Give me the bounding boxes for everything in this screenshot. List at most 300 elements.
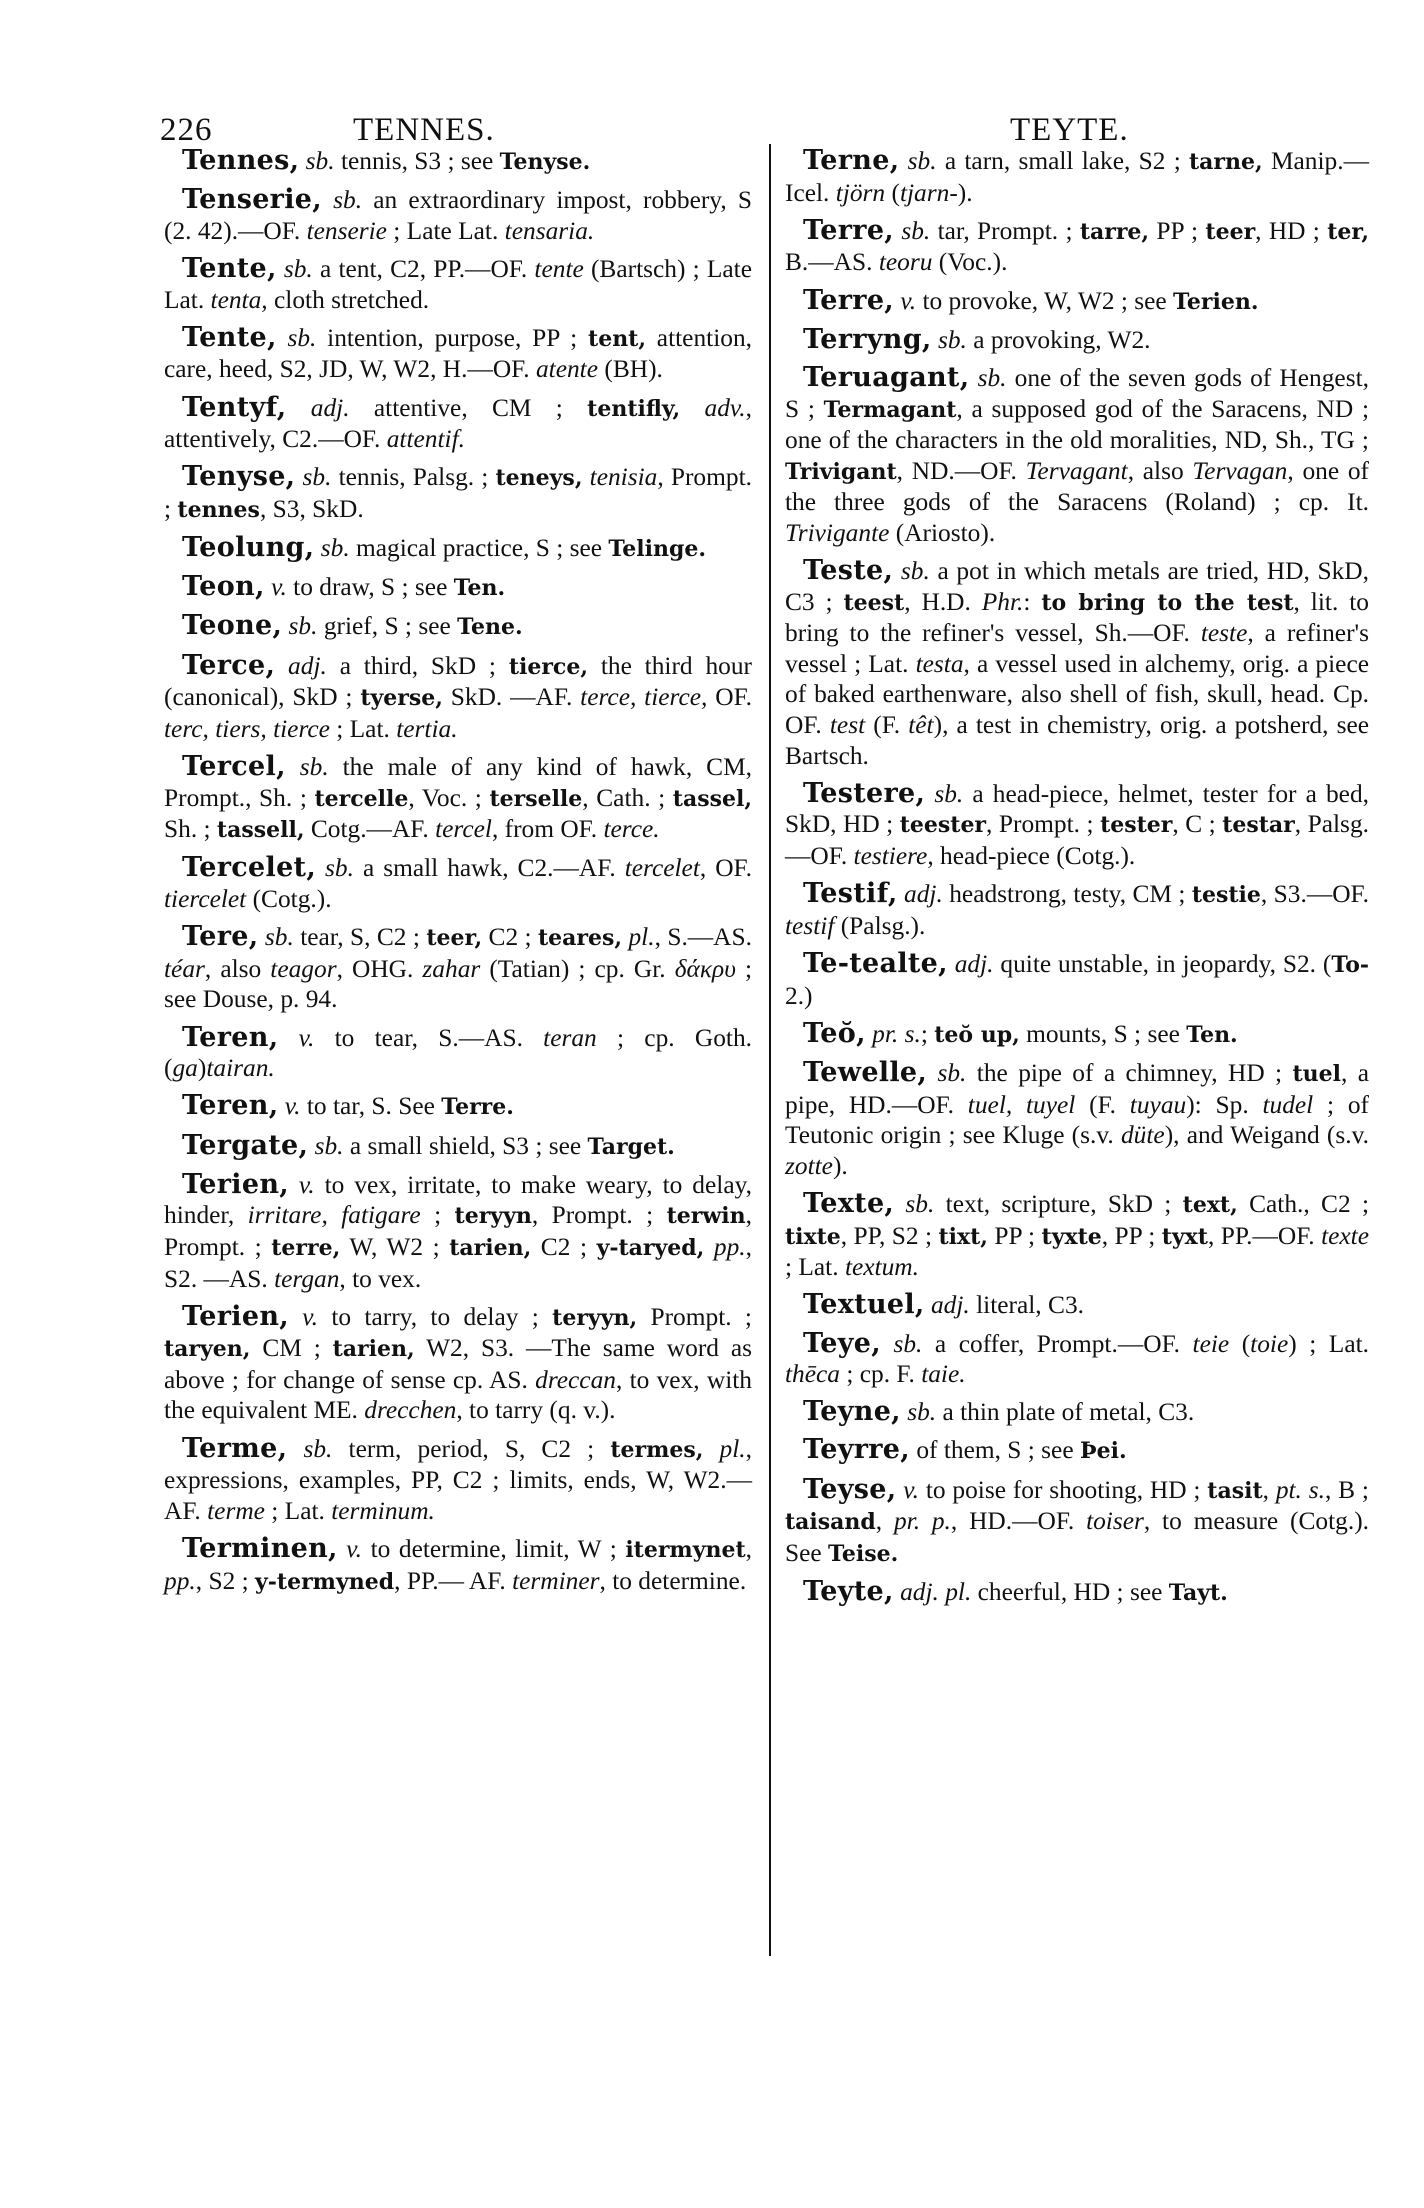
entry-text: 2.) bbox=[785, 981, 813, 1010]
dictionary-entry bbox=[164, 853, 752, 914]
bold-form: taisand bbox=[785, 1509, 876, 1536]
entry-text: headstrong, testy, CM ; bbox=[942, 880, 1192, 909]
entry-text: grief, S ; see bbox=[317, 612, 458, 641]
entry-text: B.—AS. bbox=[785, 248, 879, 277]
entry-text: ) ; Lat. bbox=[1288, 1329, 1369, 1358]
bold-form: y-taryed, bbox=[596, 1234, 705, 1261]
entry-text: attention, care, heed, S2, JD, W, W2, H.—OF. bbox=[164, 323, 752, 384]
italic-text: test bbox=[829, 711, 866, 740]
entry-text: , also bbox=[204, 954, 271, 983]
entry-text: magical practice, S ; see bbox=[349, 534, 609, 563]
dictionary-entry bbox=[164, 752, 752, 846]
dictionary-entry bbox=[785, 1475, 1369, 1570]
entry-text: ; of Teutonic origin ; see Kluge (s.v. bbox=[785, 1090, 1369, 1150]
entry-text: , a vessel used in alchemy, orig. a piece of baked earthenware, also shell of fish, skull, head. Cp. OF. bbox=[785, 649, 1369, 740]
entry-text: cloth stretched. bbox=[267, 285, 430, 314]
entry-text: , bbox=[1262, 1475, 1276, 1504]
entry-text: ; cp. F. bbox=[839, 1360, 922, 1389]
italic-text: teran bbox=[543, 1023, 597, 1052]
bold-form: tennes bbox=[177, 496, 260, 523]
entry-text: , a supposed god of the Saracens, ND ; one of the characters in the old moralities, ND, Sh., TG ; bbox=[785, 394, 1370, 455]
entry-text: , PP.—OF. bbox=[1207, 1221, 1322, 1250]
entry-text: ; Lat. bbox=[329, 714, 397, 743]
italic-text: tenisia bbox=[589, 463, 658, 492]
dictionary-entry bbox=[164, 185, 752, 246]
bold-form: tassel, bbox=[672, 785, 752, 812]
italic-text: sb. bbox=[282, 612, 318, 641]
italic-text: zotte bbox=[785, 1151, 833, 1180]
italic-text: testif bbox=[785, 911, 835, 940]
dictionary-entry bbox=[785, 949, 1369, 1011]
entry-text: , lit. to bring to the refiner's vessel, Sh.—OF. bbox=[785, 587, 1369, 648]
headword: Tere, bbox=[182, 921, 259, 953]
dictionary-entry bbox=[164, 651, 752, 745]
italic-text: texte bbox=[1321, 1221, 1369, 1250]
headword: Teste, bbox=[803, 555, 894, 587]
dictionary-entry bbox=[164, 611, 752, 643]
headword: Terien, bbox=[182, 1300, 289, 1332]
entry-text: a tarn, small lake, S2 ; bbox=[936, 147, 1190, 175]
entry-text: , to vex, with the equivalent ME. bbox=[164, 1365, 752, 1425]
entry-text: the male of any kind of hawk, CM, Prompt., Sh. ; bbox=[164, 753, 752, 812]
italic-text: pl. bbox=[719, 1434, 746, 1463]
bold-form: teer, bbox=[426, 925, 483, 952]
entry-text: tar, Prompt. ; bbox=[930, 216, 1080, 245]
bold-form: termes, bbox=[610, 1436, 704, 1463]
entry-text: ). bbox=[957, 178, 973, 207]
headword: Teyte, bbox=[803, 1576, 894, 1608]
italic-text: teagor bbox=[270, 954, 337, 983]
italic-text: testa bbox=[915, 649, 964, 678]
headword: Terminen, bbox=[182, 1533, 338, 1565]
entry-text: , OF. bbox=[699, 854, 752, 883]
entry-text: , S3.—OF. bbox=[1260, 880, 1369, 909]
dictionary-entry bbox=[164, 572, 752, 604]
dictionary-entry bbox=[164, 393, 752, 455]
bold-form: Telinge. bbox=[608, 536, 706, 563]
italic-text: adj. bbox=[924, 1291, 970, 1320]
right-column bbox=[785, 146, 1369, 1616]
entry-text: intention, purpose, PP ; bbox=[316, 323, 589, 352]
bold-form: tercelle bbox=[314, 785, 409, 812]
entry-text: OF. bbox=[707, 683, 753, 712]
entry-text: , Prompt. ; bbox=[164, 463, 752, 523]
headword: Teon, bbox=[182, 571, 265, 603]
entry-text: W2, S3. —The same word as above ; for change of sense cp. AS. bbox=[164, 1334, 752, 1394]
entry-text: a small shield, S3 ; see bbox=[343, 1131, 588, 1160]
entry-text: text, scripture, SkD ; bbox=[934, 1189, 1183, 1218]
bold-form: tyxt bbox=[1161, 1223, 1208, 1250]
entry-text: , Prompt. ; bbox=[986, 810, 1101, 839]
headword: Tercelet, bbox=[182, 852, 317, 884]
entry-text: , C ; bbox=[1172, 810, 1223, 839]
headword: Teyne, bbox=[803, 1396, 901, 1428]
bold-form: terre, bbox=[271, 1234, 341, 1261]
entry-text: C2 ; bbox=[531, 1232, 597, 1261]
entry-text: , S3, SkD. bbox=[259, 494, 364, 523]
entry-text: to draw, S ; see bbox=[286, 573, 454, 602]
entry-text: ). bbox=[832, 1151, 848, 1180]
entry-text: , to vex. bbox=[339, 1264, 422, 1293]
italic-text: sb. bbox=[295, 463, 332, 492]
italic-text: dreccan bbox=[535, 1365, 616, 1394]
bold-form: Tenyse. bbox=[499, 149, 591, 175]
italic-text: tensaria. bbox=[504, 216, 595, 245]
dictionary-entry bbox=[785, 1058, 1369, 1181]
entry-text: to vex, irritate, to make weary, to delay, hinder, bbox=[164, 1170, 752, 1230]
headword: Testif, bbox=[803, 878, 898, 910]
italic-text: adj. bbox=[275, 651, 327, 680]
entry-text: ; bbox=[420, 1201, 455, 1230]
entry-text: ): Sp. bbox=[1186, 1090, 1263, 1119]
italic-text: v. bbox=[288, 1170, 315, 1199]
italic-text: thēca bbox=[785, 1360, 840, 1389]
entry-text: mounts, S ; see bbox=[1019, 1019, 1187, 1048]
italic-text: adj. bbox=[286, 393, 350, 422]
entry-text: , Palsg.—OF. bbox=[785, 810, 1369, 871]
dictionary-entry bbox=[164, 146, 752, 178]
headword: Tewelle, bbox=[803, 1056, 928, 1088]
entry-text: C2 ; bbox=[482, 923, 539, 952]
entry-text: Cotg.—AF. bbox=[304, 815, 436, 844]
bold-form: Terre. bbox=[441, 1094, 514, 1121]
italic-text: tuyau bbox=[1129, 1090, 1187, 1119]
bold-form: Ten. bbox=[1186, 1021, 1238, 1048]
bold-form: tent, bbox=[588, 325, 647, 352]
entry-text: , from OF. bbox=[491, 815, 604, 844]
entry-text: ; cp. Goth. ( bbox=[164, 1023, 752, 1083]
bold-form: teer bbox=[1205, 218, 1256, 245]
italic-text: pp. bbox=[713, 1232, 746, 1261]
italic-text: terce. bbox=[603, 815, 660, 844]
italic-text: tergan bbox=[274, 1264, 340, 1293]
italic-text: v. bbox=[264, 573, 287, 602]
dictionary-entry bbox=[785, 146, 1369, 208]
bold-form: tasit bbox=[1207, 1477, 1263, 1504]
italic-text: adv. bbox=[704, 393, 746, 422]
entry-text bbox=[703, 1435, 719, 1463]
bold-form: teryyn, bbox=[552, 1304, 638, 1331]
entry-text: (Tatian) ; cp. Gr. bbox=[480, 954, 675, 983]
entry-text: , Prompt. ; bbox=[164, 1201, 752, 1261]
dictionary-entry bbox=[785, 779, 1369, 872]
headword: Teolung, bbox=[182, 532, 315, 564]
entry-text: , attentively, C2.—OF. bbox=[164, 393, 752, 454]
italic-text: têt bbox=[908, 711, 934, 740]
bold-form: Tayt. bbox=[1168, 1580, 1228, 1607]
entry-text: of them, S ; see bbox=[910, 1436, 1080, 1465]
entry-text: a head-piece, helmet, tester for a bed, SkD, HD ; bbox=[785, 779, 1369, 839]
entry-text: , one of the three gods of the Saracens (Roland) ; cp. It. bbox=[785, 456, 1369, 517]
bold-form: Teise. bbox=[828, 1540, 899, 1567]
entry-text: a thin plate of metal, C3. bbox=[936, 1398, 1195, 1427]
italic-text: teoru bbox=[878, 248, 933, 277]
italic-text: sb. bbox=[285, 753, 329, 782]
entry-text: ; Late Lat. bbox=[386, 216, 505, 245]
italic-text: terminer bbox=[512, 1566, 600, 1595]
bold-form: testar bbox=[1222, 812, 1295, 839]
entry-text: a coffer, Prompt.—OF. bbox=[922, 1329, 1193, 1358]
dictionary-entry bbox=[785, 1290, 1369, 1321]
headword: Teren, bbox=[182, 1021, 279, 1053]
italic-text: sb. bbox=[308, 1131, 344, 1160]
italic-text: sb. bbox=[299, 147, 335, 175]
italic-text: tercel bbox=[435, 815, 492, 844]
bold-form: tester bbox=[1100, 812, 1173, 839]
italic-text: tenserie bbox=[306, 216, 387, 245]
headword: Terryng, bbox=[803, 323, 932, 355]
italic-text: v. bbox=[894, 286, 917, 315]
dictionary-entry bbox=[164, 462, 752, 525]
guide-word-left: TENNES. bbox=[353, 112, 495, 148]
entry-text: , to determine. bbox=[599, 1566, 747, 1595]
bold-form: teryyn bbox=[454, 1203, 532, 1230]
entry-text: an extraordinary impost, robbery, S (2. 42).—OF. bbox=[164, 186, 752, 245]
italic-text: sb. bbox=[894, 1189, 935, 1218]
bold-form: ter, bbox=[1327, 218, 1369, 245]
bold-form: tyerse, bbox=[360, 685, 443, 712]
entry-text: literal, C3. bbox=[969, 1291, 1084, 1320]
bold-form: itermynet bbox=[625, 1537, 746, 1564]
entry-text: Manip.—Icel. bbox=[785, 147, 1369, 207]
entry-text: , PP ; bbox=[1101, 1221, 1162, 1250]
left-column bbox=[164, 146, 752, 1605]
entry-text bbox=[582, 463, 589, 491]
bold-form: To- bbox=[1331, 952, 1370, 978]
entry-text: ; see Douse, p. 94. bbox=[164, 954, 752, 1014]
bold-form: y-termyned bbox=[255, 1568, 395, 1595]
entry-text: , Voc. ; bbox=[408, 783, 490, 812]
headword: Tenyse, bbox=[182, 461, 296, 493]
bold-form: tyxte bbox=[1041, 1223, 1102, 1250]
headword: Teyse, bbox=[803, 1473, 897, 1505]
entry-text: Cath., C2 ; bbox=[1237, 1189, 1369, 1218]
bold-form: tentifly, bbox=[587, 395, 681, 422]
italic-text: Tervagan bbox=[1192, 456, 1288, 485]
entry-text: ), a test in chemistry, orig. a potsherd, see Bartsch. bbox=[785, 711, 1369, 770]
entry-text: , S2 ; bbox=[195, 1566, 256, 1595]
entry-text: tear, S, C2 ; bbox=[293, 923, 427, 952]
headword: Tente, bbox=[182, 321, 277, 353]
entry-text: ; Lat. bbox=[785, 1253, 845, 1282]
bold-form: Ten. bbox=[453, 575, 506, 602]
italic-text: adj. pl. bbox=[893, 1578, 972, 1607]
italic-text: sb. bbox=[927, 1058, 967, 1087]
entry-text: ( bbox=[885, 178, 900, 207]
italic-text: textum. bbox=[844, 1253, 919, 1282]
entry-text: , PP, S2 ; bbox=[840, 1221, 939, 1250]
dictionary-entry bbox=[164, 254, 752, 315]
italic-text: sb. bbox=[287, 1434, 333, 1463]
bold-form: tarien, bbox=[332, 1336, 415, 1363]
entry-text: , HD ; bbox=[1255, 216, 1328, 245]
entry-text: to tear, S.—AS. bbox=[314, 1023, 544, 1052]
italic-text: v. bbox=[278, 1092, 301, 1121]
bold-form: tarre, bbox=[1079, 218, 1150, 245]
dictionary-entry bbox=[785, 1435, 1369, 1467]
dictionary-entry bbox=[785, 1577, 1369, 1609]
entry-text: , bbox=[745, 1535, 752, 1564]
italic-text: tuel, tuyel bbox=[967, 1090, 1076, 1119]
dictionary-entry bbox=[164, 1170, 752, 1294]
entry-text: to tar, S. See bbox=[300, 1092, 442, 1121]
dictionary-entry bbox=[785, 1019, 1369, 1051]
headword: Terce, bbox=[182, 649, 276, 681]
entry-text: (Ariosto). bbox=[889, 518, 996, 547]
dictionary-entry bbox=[785, 1397, 1369, 1428]
headword: Tercel, bbox=[182, 751, 286, 783]
bold-form: teest bbox=[843, 589, 905, 616]
italic-text: v. bbox=[278, 1023, 315, 1052]
entry-text: PP ; bbox=[987, 1221, 1042, 1250]
entry-text: ; bbox=[920, 1019, 935, 1048]
bold-form: Trivigant bbox=[785, 458, 897, 485]
italic-text: v. bbox=[288, 1302, 319, 1331]
italic-text: tertia. bbox=[396, 714, 458, 743]
bold-form: Terien. bbox=[1173, 288, 1259, 315]
headword: Tennes, bbox=[182, 145, 300, 176]
entry-text: term, period, S, C2 ; bbox=[332, 1434, 611, 1463]
entry-text: (F. bbox=[1075, 1090, 1130, 1119]
entry-text: : bbox=[1023, 587, 1042, 616]
entry-text: a provoking, W2. bbox=[966, 325, 1151, 354]
italic-text: sb. bbox=[321, 186, 363, 215]
italic-text: taie. bbox=[921, 1360, 966, 1389]
dictionary-entry bbox=[785, 879, 1369, 941]
bold-form: terselle bbox=[489, 785, 583, 812]
entry-text: , S2. —AS. bbox=[164, 1232, 752, 1293]
italic-text: tjarn- bbox=[899, 178, 958, 207]
headword: Terne, bbox=[803, 145, 900, 176]
headword: Testere, bbox=[803, 777, 926, 809]
italic-text: sb. bbox=[276, 323, 317, 352]
italic-text: adj. bbox=[947, 950, 994, 978]
entry-text: (Palsg.). bbox=[834, 911, 926, 940]
italic-text: sb. bbox=[893, 557, 930, 586]
entry-text bbox=[680, 394, 704, 422]
entry-text: , to measure (Cotg.). See bbox=[785, 1507, 1369, 1567]
italic-text: Trivigante bbox=[785, 518, 890, 547]
entry-text: ) bbox=[197, 1054, 207, 1083]
italic-text: tudel bbox=[1262, 1090, 1314, 1119]
entry-text: quite unstable, in jeopardy, S2. ( bbox=[993, 950, 1332, 978]
entry-text: cheerful, HD ; see bbox=[971, 1578, 1169, 1607]
entry-text: , to tarry (q. v.). bbox=[456, 1396, 616, 1425]
entry-text: to poise for shooting, HD ; bbox=[919, 1475, 1208, 1504]
italic-text: v. bbox=[337, 1535, 363, 1564]
bold-form: Þei. bbox=[1079, 1438, 1127, 1465]
entry-text: tennis, S3 ; see bbox=[334, 147, 500, 175]
italic-text: sb. bbox=[969, 363, 1007, 392]
italic-text: ga bbox=[172, 1054, 198, 1083]
bold-form: Tene. bbox=[457, 614, 523, 641]
dictionary-entry bbox=[785, 363, 1369, 549]
entry-text: , PP.— AF. bbox=[394, 1566, 513, 1595]
entry-text: , a refiner's vessel ; Lat. bbox=[785, 619, 1369, 678]
italic-text: pl. bbox=[628, 923, 655, 952]
italic-text: tairan. bbox=[206, 1054, 275, 1083]
italic-text: terc, tiers, tierce bbox=[164, 714, 330, 743]
entry-text: ; Lat. bbox=[264, 1496, 332, 1525]
italic-text: sb. bbox=[258, 923, 294, 952]
guide-word-right: TEYTE. bbox=[1010, 112, 1129, 148]
italic-text: adj. bbox=[897, 880, 943, 909]
italic-text: v. bbox=[896, 1475, 920, 1504]
entry-text: (Bartsch) ; Late Lat. bbox=[164, 254, 753, 314]
headword: Texte, bbox=[803, 1187, 895, 1219]
bold-form: terwin bbox=[666, 1203, 746, 1230]
dictionary-entry bbox=[164, 1023, 752, 1084]
entry-text: ( bbox=[1229, 1329, 1251, 1358]
entry-text: , a pipe, HD.—OF. bbox=[785, 1058, 1369, 1119]
entry-text: , B ; bbox=[1324, 1475, 1369, 1504]
italic-text: pr. p. bbox=[893, 1507, 951, 1536]
bold-form: tassell, bbox=[216, 817, 305, 844]
italic-text: terme bbox=[207, 1496, 265, 1525]
entry-text: a pot in which metals are tried, HD, SkD, C3 ; bbox=[785, 557, 1369, 616]
entry-text: to determine, limit, W ; bbox=[362, 1535, 626, 1564]
italic-text: pt. s. bbox=[1275, 1475, 1325, 1504]
bold-form: text, bbox=[1182, 1191, 1238, 1218]
entry-text: , also bbox=[1127, 456, 1193, 485]
entry-text: , Cath. ; bbox=[582, 783, 673, 812]
bold-form: teester bbox=[899, 812, 987, 839]
bold-form: testie bbox=[1191, 882, 1261, 909]
italic-text: sb. bbox=[925, 779, 964, 808]
italic-text: tente bbox=[534, 254, 584, 283]
italic-text: toie bbox=[1250, 1329, 1289, 1358]
bold-form: taryen, bbox=[164, 1336, 251, 1363]
entry-text: SkD. —AF. bbox=[442, 683, 581, 712]
italic-text: terminum. bbox=[331, 1496, 435, 1525]
bold-form: teneys, bbox=[495, 465, 583, 492]
italic-text: terce, tierce, bbox=[580, 683, 708, 712]
headword: Tente, bbox=[182, 252, 277, 284]
headword: Tentyf, bbox=[182, 391, 287, 423]
italic-text: téar bbox=[164, 954, 205, 983]
entry-text: , Prompt. ; bbox=[531, 1201, 667, 1230]
entry-text: , expressions, examples, PP, C2 ; limits, ends, W, W2.—AF. bbox=[164, 1434, 752, 1525]
headword: Terien, bbox=[182, 1168, 289, 1200]
headword: Teŏ, bbox=[803, 1017, 866, 1049]
italic-text: irritare, fatigare bbox=[247, 1201, 421, 1230]
italic-text: sb. bbox=[880, 1329, 923, 1358]
entry-text: (Voc.). bbox=[932, 248, 1008, 277]
entry-text: , HD.—OF. bbox=[950, 1507, 1087, 1536]
headword: Terre, bbox=[803, 214, 895, 246]
entry-text: , OHG. bbox=[336, 954, 423, 983]
italic-text: sb. bbox=[899, 147, 937, 175]
bold-form: Target. bbox=[587, 1133, 675, 1160]
entry-text: CM ; bbox=[250, 1334, 333, 1363]
dictionary-entry bbox=[785, 556, 1369, 771]
italic-text: zahar bbox=[422, 954, 481, 983]
italic-text: Phr. bbox=[981, 587, 1024, 616]
dictionary-entry bbox=[164, 323, 752, 385]
dictionary-entry bbox=[164, 1534, 752, 1597]
italic-text: sb. bbox=[931, 325, 967, 354]
bold-form: tarien, bbox=[449, 1234, 532, 1261]
entry-text: PP ; bbox=[1149, 216, 1206, 245]
entry-text: , S.—AS. bbox=[654, 923, 752, 952]
italic-text: tjörn bbox=[835, 178, 886, 207]
entry-text: , ND.—OF. bbox=[896, 456, 1026, 485]
headword: Teruagant, bbox=[803, 361, 970, 393]
entry-text: Sh. ; bbox=[164, 815, 217, 844]
entry-text: a small hawk, C2.—AF. bbox=[353, 854, 625, 883]
headword: Terre, bbox=[803, 284, 895, 316]
entry-text: the pipe of a chimney, HD ; bbox=[966, 1058, 1293, 1087]
